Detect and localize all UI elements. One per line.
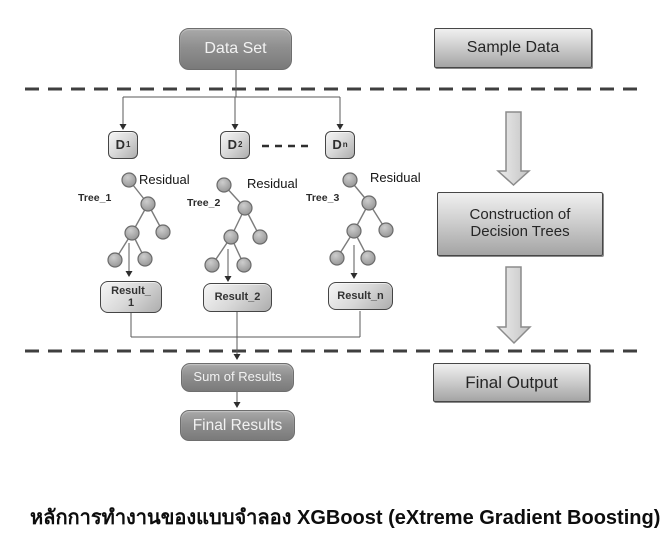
- sum-to-final-arrow: [234, 392, 241, 408]
- final-output-box: [433, 363, 590, 402]
- sum-of-results-label: Sum of Results: [193, 369, 282, 385]
- d1-label: D: [115, 136, 125, 152]
- subset-box-d1: [108, 131, 138, 159]
- tree-label-1: Tree_1: [78, 192, 112, 204]
- sample-data-box: [434, 28, 592, 68]
- data-set-box: [179, 28, 292, 70]
- dn-label: D: [332, 136, 342, 152]
- result-2-label: Result_2: [214, 291, 261, 304]
- d1-subscript: 1: [125, 139, 131, 149]
- final-results-box: [180, 410, 295, 441]
- result-box-1: [100, 281, 162, 313]
- residual-label-1: Residual: [139, 172, 190, 187]
- tree-nodes: [330, 173, 393, 265]
- final-output-label: Final Output: [465, 372, 558, 392]
- construction-line1: Construction of: [469, 206, 571, 224]
- residual-label-3: Residual: [370, 170, 421, 185]
- sum-of-results-box: [181, 363, 294, 392]
- data-set-label: Data Set: [204, 40, 267, 58]
- residual-label-2: Residual: [247, 176, 298, 191]
- caption-text: หลักการทำงานของแบบจำลอง XGBoost (eXtreme Gradient Boosting): [30, 507, 661, 529]
- result-1-line1: Result_: [111, 284, 151, 297]
- d2-subscript: 2: [237, 139, 243, 149]
- dataset-arrowheads: [120, 124, 344, 130]
- sample-data-label: Sample Data: [466, 39, 560, 57]
- results-merge-connectors: [131, 311, 360, 354]
- tree-label-2: Tree_2: [187, 197, 221, 209]
- dataset-split-connectors: [123, 70, 340, 124]
- result-box-2: [203, 283, 272, 312]
- result-box-n: [328, 282, 393, 310]
- subset-box-d2: [220, 131, 250, 159]
- tree-label-3: Tree_3: [306, 192, 340, 204]
- tree-1-graphic: [108, 173, 170, 277]
- tree-nodes: [205, 178, 267, 272]
- result-1-line2: 1: [127, 297, 135, 309]
- tree-3-graphic: [330, 173, 393, 279]
- d2-label: D: [227, 136, 237, 152]
- block-arrow-to-construction: [498, 112, 529, 185]
- dn-subscript: n: [342, 139, 348, 149]
- sum-arrowhead: [234, 354, 241, 360]
- block-arrow-to-output: [498, 267, 530, 343]
- result-n-label: Result_n: [337, 289, 384, 302]
- final-results-label: Final Results: [192, 416, 283, 434]
- subset-box-dn: [325, 131, 355, 159]
- construction-line2: Decision Trees: [470, 223, 570, 240]
- construction-box: [437, 192, 603, 256]
- tree-2-graphic: [205, 178, 267, 282]
